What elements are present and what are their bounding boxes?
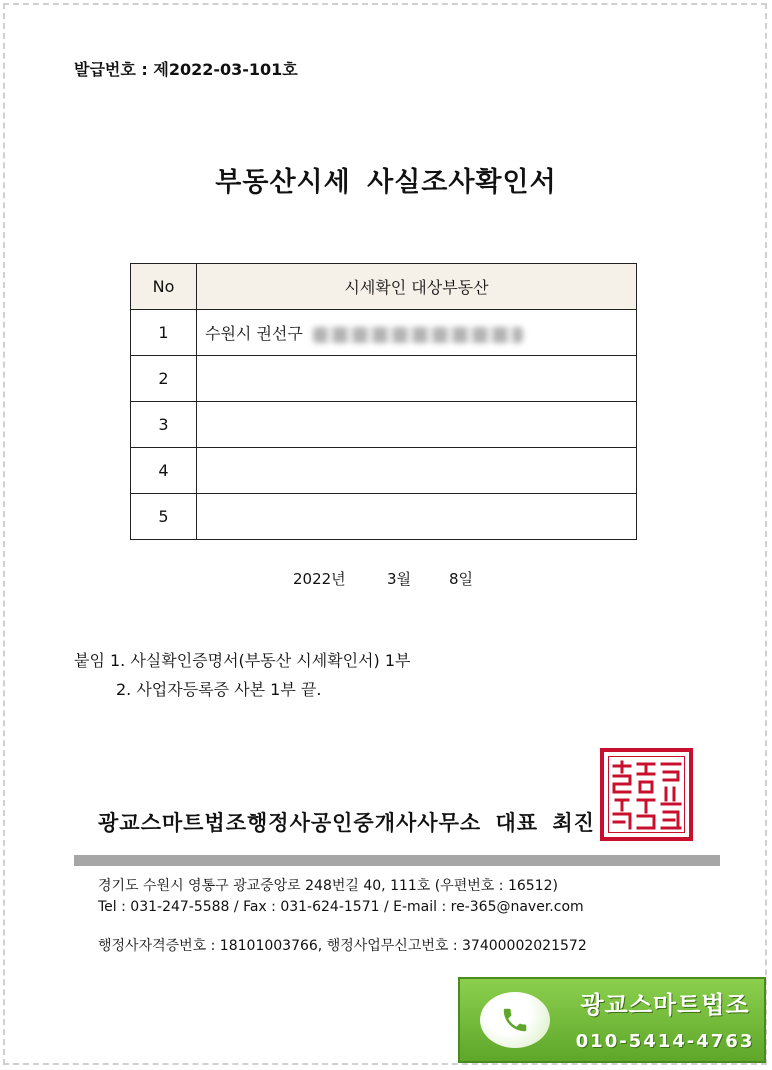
issue-number: 발급번호 : 제2022-03-101호: [74, 60, 298, 79]
table-row: [131, 356, 637, 402]
redacted-address: [313, 327, 523, 343]
table-row: [131, 448, 637, 494]
date-day: 8일: [449, 570, 474, 588]
row-number: 1: [131, 310, 197, 356]
row-address: [197, 310, 637, 356]
header-no: No: [131, 264, 197, 310]
table-row: [131, 310, 637, 356]
date-year: 2022년: [293, 570, 346, 588]
address-text: 수원시 권선구: [205, 324, 303, 343]
banner-phone-number: 010-5414-4763: [575, 1031, 755, 1052]
document-title: 부동산시세 사실조사확인서: [215, 167, 557, 198]
property-table: [130, 263, 637, 540]
row-number: 4: [131, 448, 197, 494]
row-address: [197, 356, 637, 402]
banner-office-name: 광교스마트법조: [580, 991, 750, 1019]
footer-address: 경기도 수원시 영통구 광교중앙로 248번길 40, 111호 (우편번호 : 16512): [98, 878, 558, 894]
seal-glyphs: [604, 752, 689, 837]
footer-registration: 행정사자격증번호 : 18101003766, 행정사업무신고번호 : 37400002021572: [98, 938, 587, 954]
row-number: 5: [131, 494, 197, 540]
attachment-line-2: 2. 사업자등록증 사본 1부 끝.: [116, 680, 322, 699]
phone-icon: [480, 992, 550, 1048]
row-address: [197, 402, 637, 448]
row-address: [197, 494, 637, 540]
row-number: 2: [131, 356, 197, 402]
table-header-row: [131, 264, 637, 310]
table-row: [131, 494, 637, 540]
footer-contact: Tel : 031-247-5588 / Fax : 031-624-1571 / E-mail : re-365@naver.com: [98, 899, 584, 915]
phone-glyph: [500, 1005, 530, 1035]
row-number: 3: [131, 402, 197, 448]
official-seal: [600, 748, 693, 841]
contact-banner[interactable]: [458, 977, 766, 1063]
header-target: 시세확인 대상부동산: [197, 264, 637, 310]
attachment-line-1: 붙임 1. 사실확인증명서(부동산 시세확인서) 1부: [74, 651, 411, 670]
date-month: 3월: [387, 570, 412, 588]
table-row: [131, 402, 637, 448]
divider-bar: [74, 855, 720, 866]
office-name: 광교스마트법조행정사공인중개사사무소 대표 최진: [98, 811, 595, 835]
row-address: [197, 448, 637, 494]
